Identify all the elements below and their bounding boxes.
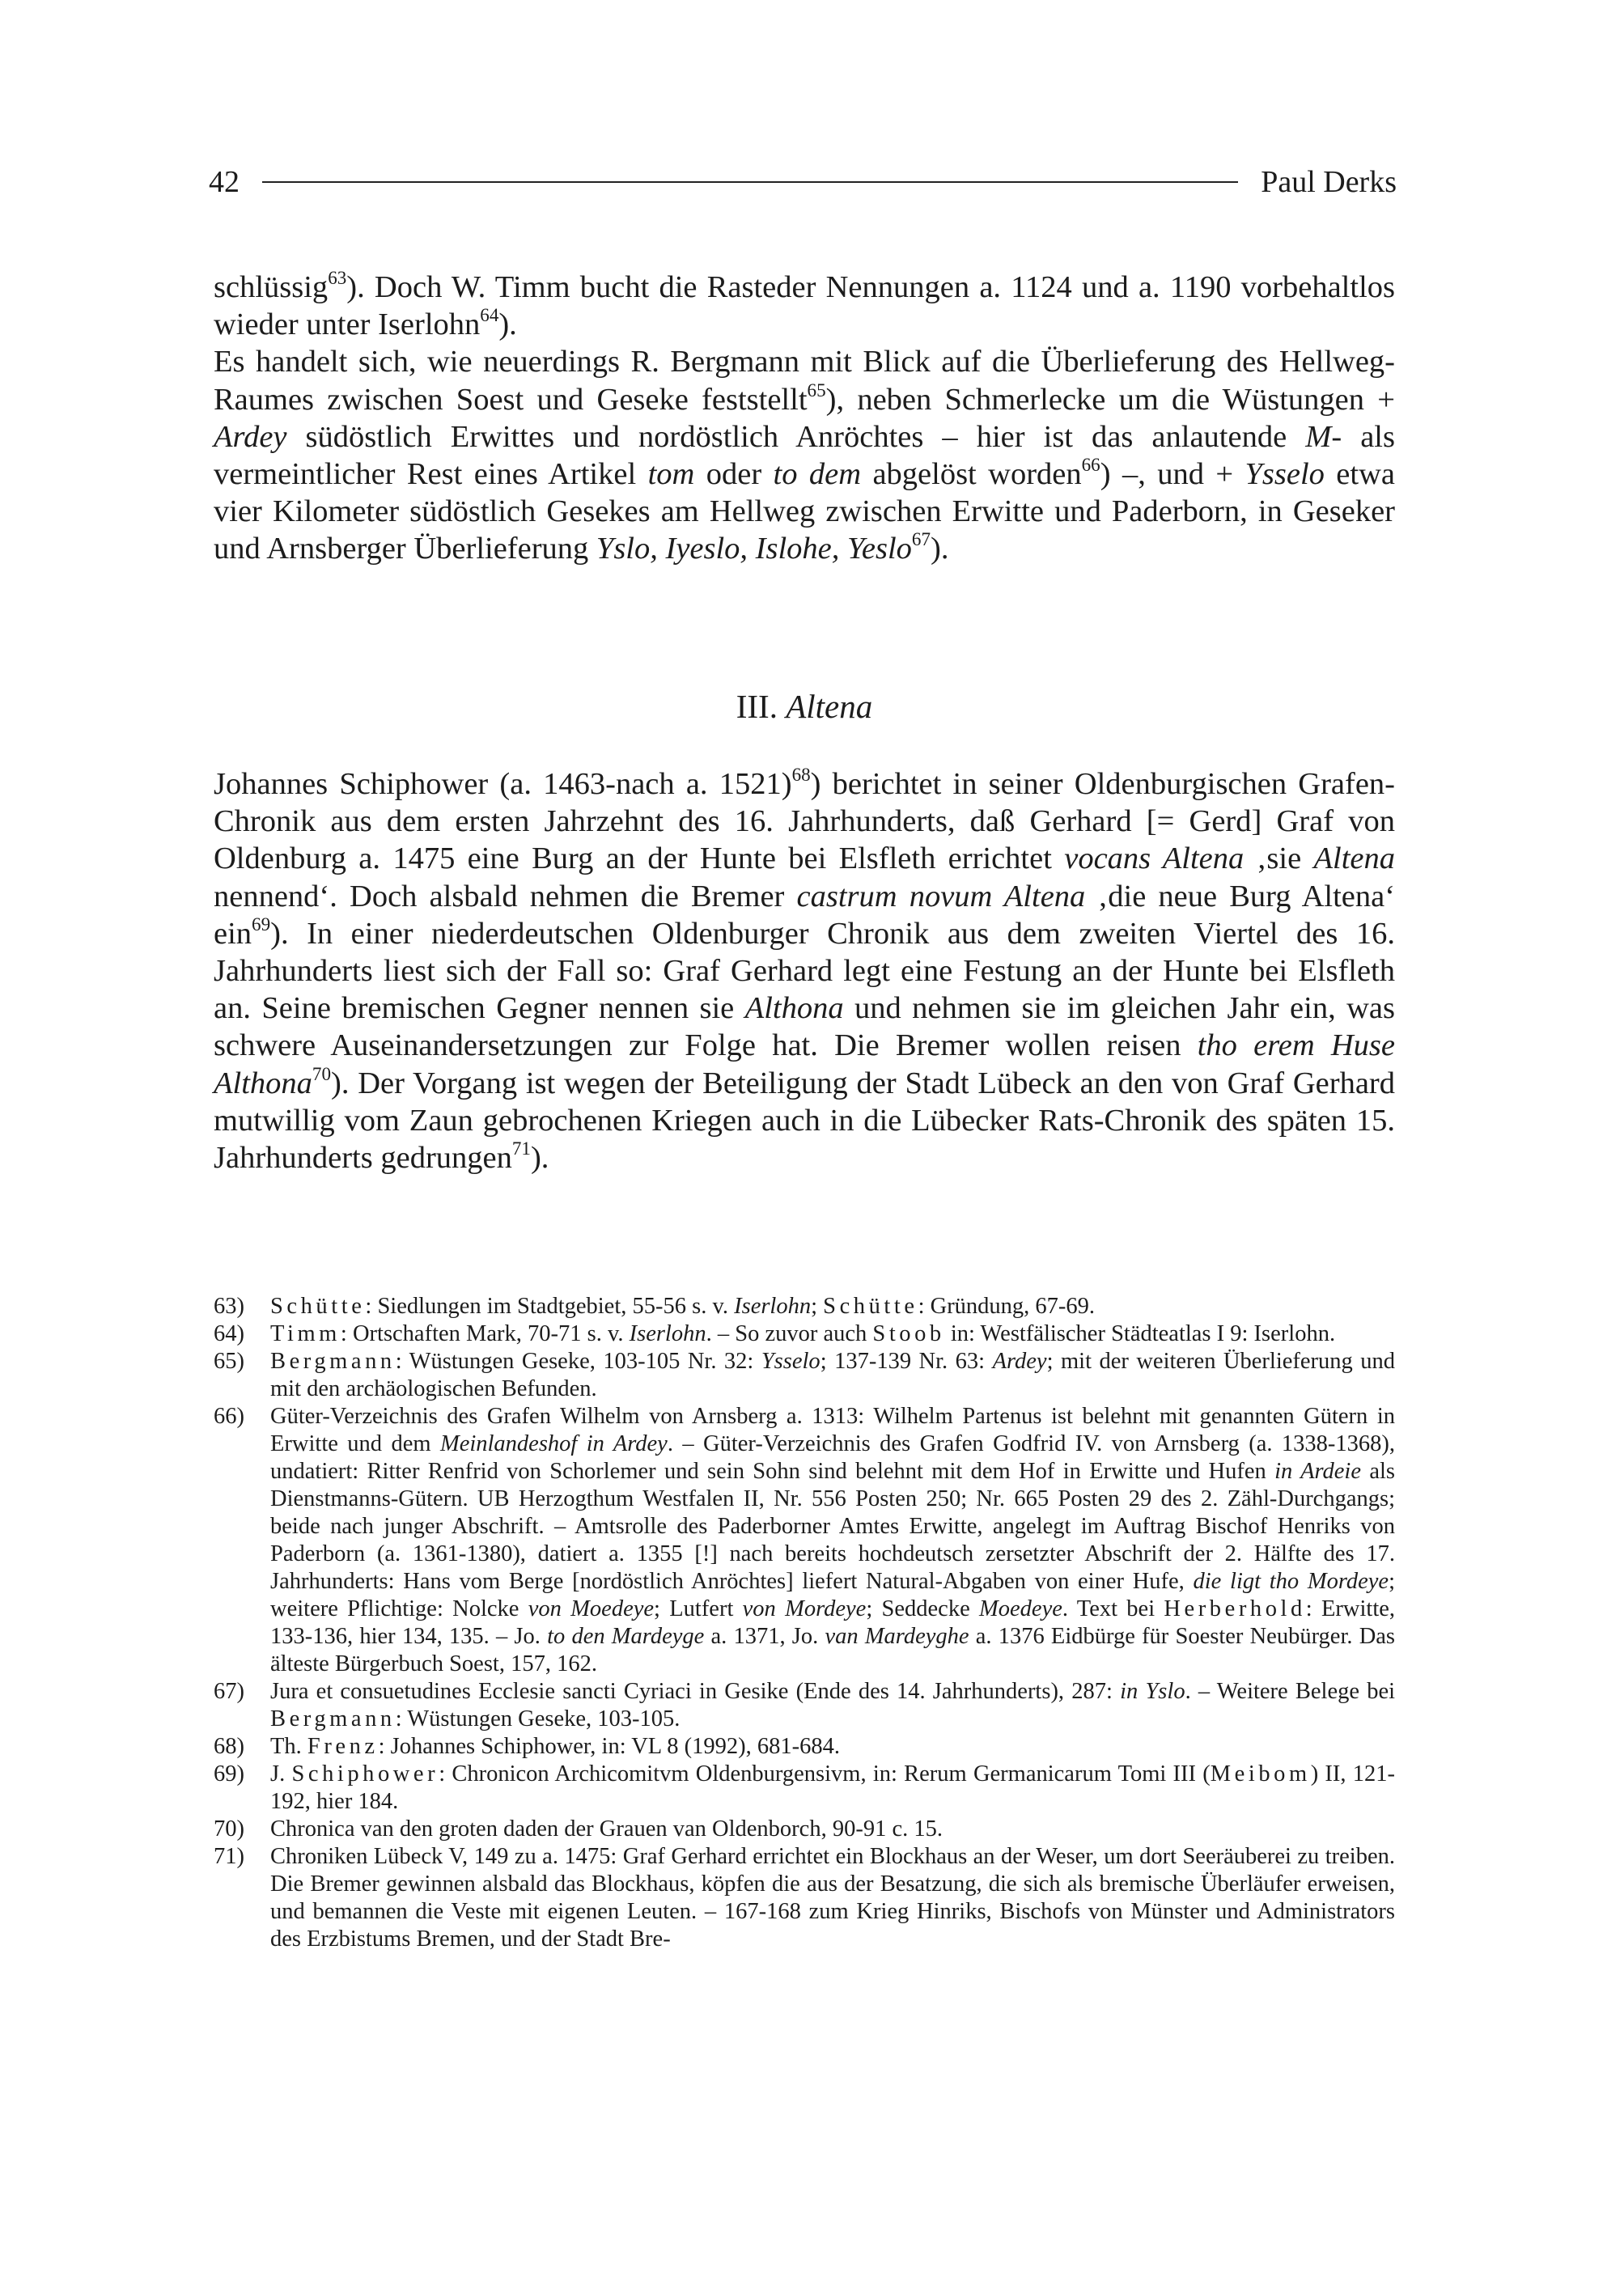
footnote-text (270, 1320, 1395, 1348)
text-run: Güter-Verzeichnis des Grafen Wilhelm von Arnsberg a. 1313: Wilhelm Partenus ist belehnt mit genannten Gütern in Erwitte und dem (270, 1404, 1395, 1456)
text-run: . – Weitere Belege bei (1185, 1679, 1396, 1704)
italic-term: Althona (744, 991, 844, 1026)
page-header (209, 162, 1397, 202)
italic-term: Meinlandeshof in Ardey (439, 1431, 668, 1456)
section-number: III. (736, 688, 778, 725)
italic-term: Iserlohn (734, 1294, 812, 1319)
italic-term: die ligt tho Mordeye (1193, 1569, 1389, 1594)
text-run: Th. (270, 1734, 307, 1759)
text-run: Chronica van den groten daden der Grauen van Oldenborch, 90-91 c. 15. (270, 1816, 943, 1842)
footnotes (214, 1293, 1395, 1953)
text-run: ). Der Vorgang ist wegen der Beteiligung der Stadt Lübeck an den von Graf Gerhard mutwillig vom Zaun gebrochenen Kriegen auch in die Lübecker Rats-Chronik des späten 15. Jahrhunderts gedrungen (214, 1066, 1395, 1176)
footnote-67 (214, 1678, 1395, 1733)
footnote-63 (214, 1293, 1395, 1320)
footnote-number: 69) (214, 1761, 244, 1787)
italic-term: vocans Altena (1064, 841, 1245, 876)
text-run: ). (530, 1141, 549, 1176)
footnote-text (270, 1761, 1395, 1816)
footnote-text (270, 1843, 1395, 1953)
text-run: : Ortschaften Mark, 70-71 s. v. (340, 1321, 630, 1346)
italic-term: Iserlohn (629, 1321, 706, 1346)
text-run: Jura et consuetudines Ecclesie sancti Cyriaci in Gesike (Ende des 14. Jahrhunderts), 287: (270, 1679, 1121, 1704)
footnote-64 (214, 1320, 1395, 1348)
text-run: ‚die neue Burg Altena‘ ein (214, 879, 1396, 951)
footnote-text (270, 1293, 1395, 1320)
text-run: . Text bei (1062, 1596, 1164, 1621)
text-run: ; weitere Pflichtige: Nolcke (270, 1569, 1395, 1621)
italic-term: Ysselo (1245, 457, 1325, 492)
footnote-text (270, 1733, 1395, 1761)
text-run: ) –, und + (1100, 457, 1245, 492)
section-title: Altena (786, 688, 873, 725)
text-run: Es handelt sich, wie neuerdings R. Bergmann mit Blick auf die Überlieferung des Hellweg-Raumes zwischen Soest und Geseke feststellt (214, 345, 1395, 417)
footnote-number: 63) (214, 1294, 244, 1319)
text-run: oder (694, 457, 774, 492)
footnote-number: 66) (214, 1404, 244, 1429)
text-run: : Wüstungen Geseke, 103-105. (395, 1706, 681, 1731)
paragraph-3 (214, 765, 1395, 1176)
footnote-ref-67[interactable]: 67 (911, 528, 931, 550)
footnote-number: 64) (214, 1321, 244, 1346)
text-run: ‚sie (1244, 841, 1314, 876)
text-run: ; Lutfert (654, 1596, 743, 1621)
text-run: Johannes Schiphower (a. 1463-nach a. 1521) (214, 767, 792, 801)
text-run: : Gründung, 67-69. (918, 1294, 1096, 1319)
footnote-text (270, 1678, 1395, 1733)
text-run: ; 137-139 Nr. 63: (820, 1349, 993, 1374)
italic-term: Ysselo (761, 1349, 820, 1374)
text-run: : Chronicon Archicomitvm Oldenburgensivm, in: Rerum Germanicarum Tomi III ( (439, 1761, 1211, 1787)
text-run: ). (498, 307, 517, 342)
text-run: ) II, 121-192, hier 184. (270, 1761, 1396, 1814)
italic-term: in Ardeie (1274, 1459, 1361, 1484)
text-run: abgelöst worden (861, 457, 1082, 492)
footnote-ref-68[interactable]: 68 (791, 763, 811, 785)
text-run: ; (811, 1294, 824, 1319)
text-run: : Erwitte, 133-136, hier 134, 135. – Jo. (270, 1596, 1396, 1649)
text-run: a. 1376 Eidbürge für Soester Neubürger. Das älteste Bürgerbuch Soest, 157, 162. (270, 1624, 1396, 1676)
text-run: schlüssig (214, 270, 329, 304)
text-run: ; Seddecke (866, 1596, 980, 1621)
italic-term: M- (1305, 419, 1342, 454)
text-run: ). (931, 532, 949, 566)
italic-term: Ardey (214, 419, 287, 454)
italic-term: to den Mardeyge (547, 1624, 705, 1649)
text-run: ), neben Schmerlecke um die Wüstungen + (825, 382, 1395, 417)
text-run: ). In einer niederdeutschen Oldenburger Chronik aus dem zweiten Viertel des 16. Jahrhunderts liest sich der Fall so: Graf Gerhard legt eine Festung an der Hunte bei Elsfleth an. Seine bremischen Gegner nennen sie (214, 916, 1395, 1026)
italic-term: von Moedeye (528, 1596, 655, 1621)
footnote-ref-70[interactable]: 70 (312, 1062, 332, 1084)
text-run: und nehmen sie im gleichen Jahr ein, was schwere Auseinandersetzungen zur Folge hat. Die Bremer wollen reisen (214, 991, 1395, 1063)
footnote-69 (214, 1761, 1395, 1816)
footnote-number: 65) (214, 1349, 244, 1374)
body-text-block-1 (214, 266, 1395, 568)
footnote-ref-66[interactable]: 66 (1081, 453, 1100, 475)
footnote-ref-64[interactable]: 64 (480, 304, 499, 326)
footnote-65 (214, 1348, 1395, 1403)
footnote-ref-71[interactable]: 71 (511, 1137, 531, 1159)
footnote-text (270, 1816, 1395, 1843)
footnote-ref-69[interactable]: 69 (252, 913, 271, 935)
footnote-text (270, 1348, 1395, 1403)
header-rule (262, 181, 1238, 183)
footnote-68 (214, 1733, 1395, 1761)
italic-term: tom (647, 457, 695, 492)
author-name: Schiphower (291, 1761, 439, 1787)
footnote-number: 70) (214, 1816, 244, 1842)
text-run: J. (270, 1761, 292, 1787)
italic-term: Yslo, Iyeslo, Islohe, Yeslo (596, 532, 912, 566)
text-run: nennend‘. Doch alsbald nehmen die Bremer (214, 879, 797, 913)
footnote-number: 67) (214, 1679, 244, 1704)
italic-term: in Yslo (1120, 1679, 1185, 1704)
text-run: . – So zuvor auch (706, 1321, 873, 1346)
author-name: Bergmann (270, 1349, 396, 1374)
text-run: : Johannes Schiphower, in: VL 8 (1992), 681-684. (378, 1734, 841, 1759)
italic-term: von Mordeye (742, 1596, 867, 1621)
text-run: als Dienstmanns-Gütern. UB Herzogthum Westfalen II, Nr. 556 Posten 250; Nr. 665 Posten 29 des 2. Zähl-Durchgangs; beide nach junger Abschrift. – Amtsrolle des Paderborner Amtes Erwitte, angelegt im Auftrag Bischof Henriks von Paderborn (a. 1361-1380), datiert a. 1355 [!] nach bereits hochdeutsch zersetzter Abschrift der 2. Hälfte des 17. Jahrhunderts: Hans vom Berge [nordöstlich Anröchtes] liefert Natural-Abgaben von einer Hufe, (270, 1459, 1395, 1594)
text-run: Chroniken Lübeck V, 149 zu a. 1475: Graf Gerhard errichtet ein Blockhaus an der Weser, um dort Seeräuberei zu treiben. Die Bremer gewinnen alsbald das Blockhaus, köpfen die aus der Besatzung, die sich als bremische Überläufer erweisen, und bemannen die Veste mit eigenen Leuten. – 167-168 zum Krieg Hinriks, Bischofs von Münster und Administrators des Erzbistums Bremen, und der Stadt Bre- (270, 1844, 1395, 1952)
text-run: ) berichtet in seiner Oldenburgischen Grafen-Chronik aus dem ersten Jahrzehnt des 16. Jahrhunderts, daß Gerhard [= Gerd] Graf von Oldenburg a. 1475 eine Burg an der Hunte bei Elsfleth errichtet (214, 767, 1395, 876)
footnote-71 (214, 1843, 1395, 1953)
footnote-ref-65[interactable]: 65 (807, 379, 826, 401)
footnote-number: 71) (214, 1844, 244, 1869)
author-name: Schütte (270, 1294, 366, 1319)
author-name: Frenz (307, 1734, 379, 1759)
footnote-ref-63[interactable]: 63 (328, 266, 347, 288)
text-run: als vermeintlicher Rest eines Artikel (214, 419, 1395, 492)
italic-term: tho erem Huse Althona (214, 1028, 1395, 1100)
running-head-author: Paul Derks (1261, 165, 1397, 199)
footnote-70 (214, 1816, 1395, 1843)
paragraph-2 (214, 343, 1395, 567)
italic-term: castrum novum Altena (796, 879, 1086, 913)
text-run: a. 1371, Jo. (704, 1624, 825, 1649)
section-heading (214, 686, 1395, 727)
author-name: Bergmann (270, 1706, 396, 1731)
author-name: Herberhold (1164, 1596, 1306, 1621)
author-name: Meibom (1210, 1761, 1311, 1787)
italic-term: to dem (773, 457, 862, 492)
text-run: : Siedlungen im Stadtgebiet, 55-56 s. v. (365, 1294, 735, 1319)
author-name: Timm (270, 1321, 341, 1346)
italic-term: Altena (1313, 841, 1395, 876)
italic-term: Moedeye (979, 1596, 1062, 1621)
italic-term: van Mardeyghe (825, 1624, 969, 1649)
text-run: : Wüstungen Geseke, 103-105 Nr. 32: (395, 1349, 761, 1374)
footnote-number: 68) (214, 1734, 244, 1759)
paragraph-1 (214, 266, 1395, 343)
text-run: in: Westfälischer Städteatlas I 9: Iserlohn. (944, 1321, 1336, 1346)
body-text-block-2 (214, 765, 1395, 1176)
text-run: . – Güter-Verzeichnis des Grafen Godfrid IV. von Arnsberg (a. 1338-1368), undatiert: Ritter Renfrid von Schorlemer und sein Sohn sind belehnt mit dem Hof in Erwitte und Hufen (270, 1431, 1395, 1484)
text-run: etwa vier Kilometer südöstlich Gesekes am Hellweg zwischen Erwitte und Paderborn, in Geseker und Arnsberger Überlieferung (214, 457, 1395, 566)
footnote-66 (214, 1403, 1395, 1678)
author-name: Stoob (872, 1321, 945, 1346)
text-run: ; mit der weiteren Überlieferung und mit den archäologischen Befunden. (270, 1349, 1396, 1401)
text-run: südöstlich Erwittes und nordöstlich Anröchtes – hier ist das anlautende (286, 419, 1306, 454)
footnote-text (270, 1403, 1395, 1678)
text-run: ). Doch W. Timm bucht die Rasteder Nennungen a. 1124 und a. 1190 vorbehaltlos wieder unter Iserlohn (214, 270, 1395, 342)
author-name: Schütte (823, 1294, 918, 1319)
page-number: 42 (209, 165, 240, 199)
italic-term: Ardey (992, 1349, 1047, 1374)
